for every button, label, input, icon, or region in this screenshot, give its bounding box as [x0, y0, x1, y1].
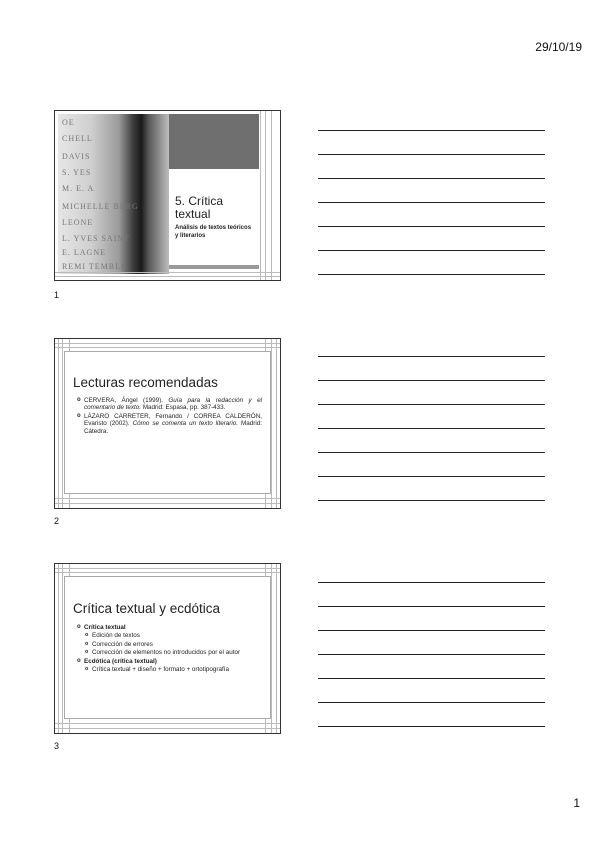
slide-1: [54, 110, 281, 281]
slide-title: 5. Crítica textual: [175, 194, 224, 221]
photo-text: OE: [62, 118, 75, 127]
ref-title: Cómo se comenta un texto literario.: [132, 420, 239, 428]
photo-text: L. YVES SAINT: [62, 234, 131, 243]
list-item: o Crítica textual: [77, 624, 262, 631]
note-line: [318, 606, 545, 607]
ref-author: LÁZARO CARRETER, Fernando / CORREA CALDERÓN, Evaristo (2002).: [84, 412, 262, 428]
title-panel: [169, 114, 259, 269]
slide-number: 1: [54, 290, 60, 300]
list-item: o Ecdótica (crítica textual): [77, 658, 262, 665]
note-line: [318, 404, 545, 405]
note-line: [318, 678, 545, 679]
photo-text: CHELL: [62, 134, 93, 143]
list-subitem: o Edición de textos: [85, 632, 262, 639]
note-line: [318, 154, 545, 155]
reference-item: [77, 413, 262, 435]
slide-2: [54, 338, 281, 509]
print-date: 29/10/19: [535, 40, 582, 54]
note-line: [318, 130, 545, 131]
note-line: [318, 630, 545, 631]
reference-item: [77, 397, 262, 412]
title-underline: [169, 265, 259, 269]
note-line: [318, 250, 545, 251]
slide-title: Crítica textual y ecdótica: [73, 601, 221, 616]
ref-title: Guía para la redacción y el comentario de texto.: [84, 397, 263, 412]
page-number: 1: [573, 796, 580, 810]
list-subitem: o Corrección de errores: [85, 641, 262, 648]
note-line: [318, 274, 545, 275]
list-subitem: o Corrección de elementos no introducidos por el autor: [85, 649, 262, 656]
note-line: [318, 476, 545, 477]
note-line: [318, 582, 545, 583]
note-line: [318, 500, 545, 501]
photo-text: S. YES: [62, 168, 92, 177]
slide-3: [54, 563, 281, 734]
bullet-list: [77, 624, 262, 674]
slide-number: 3: [54, 741, 60, 751]
note-line: [318, 226, 545, 227]
photo-text: M. E. A: [62, 184, 95, 193]
note-line: [318, 726, 545, 727]
slide-number: 2: [54, 516, 60, 526]
title-panel-header: [169, 114, 259, 169]
slide-photo: [58, 114, 169, 274]
photo-text: MICHELLE BERG: [62, 202, 139, 211]
photo-text: DAVIS: [62, 152, 91, 161]
slide-title: Lecturas recomendadas: [73, 375, 218, 390]
photo-text: LEONE: [62, 218, 94, 227]
note-line: [318, 202, 545, 203]
reference-list: [77, 397, 262, 436]
ref-publisher: Madrid: Espasa, pp. 387-433.: [142, 404, 226, 412]
note-line: [318, 356, 545, 357]
note-line: [318, 178, 545, 179]
photo-text: REMI TEMBLE: [62, 262, 127, 271]
note-line: [318, 452, 545, 453]
photo-text: E. LAGNE: [62, 248, 106, 257]
list-subitem: o Crítica textual + diseño + formato + ortotipografía: [85, 666, 262, 673]
note-line: [318, 380, 545, 381]
note-line: [318, 428, 545, 429]
note-line: [318, 654, 545, 655]
note-line: [318, 702, 545, 703]
slide-subtitle: Análisis de textos teóricos y literarios: [175, 225, 252, 239]
ref-author: CERVERA, Ángel (1999).: [84, 397, 163, 404]
ref-publisher: Madrid: Cátedra.: [84, 420, 263, 435]
